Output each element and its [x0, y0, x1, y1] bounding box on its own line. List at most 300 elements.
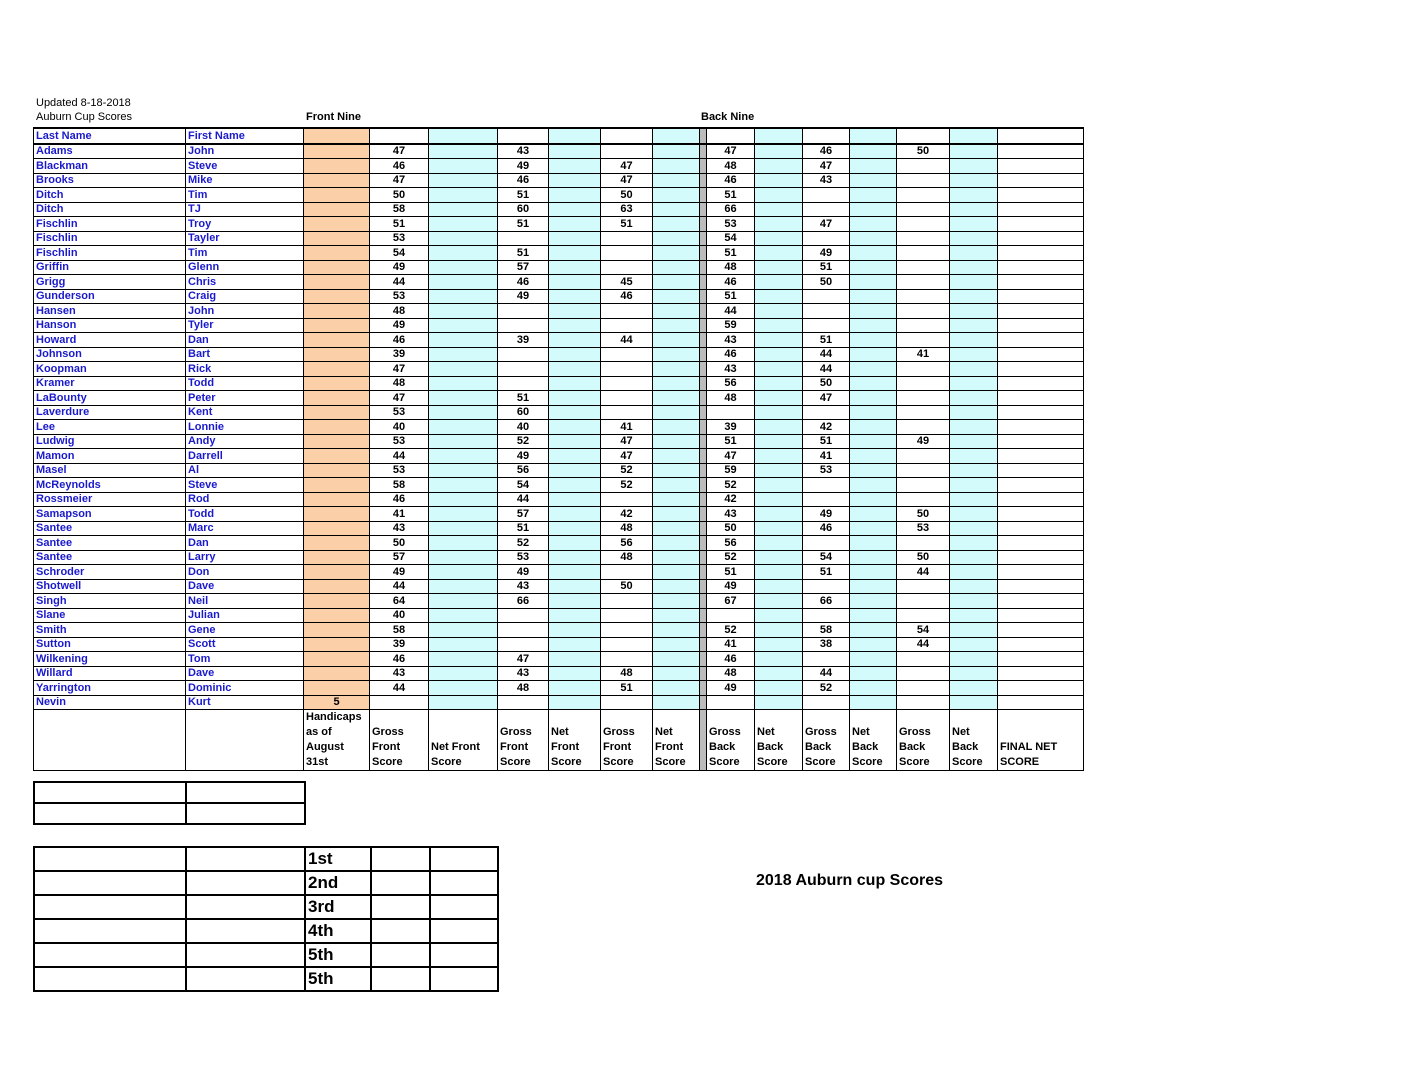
- player-handicap: [304, 608, 370, 623]
- player-first-name: Peter: [186, 391, 304, 406]
- net-front-1: [429, 376, 498, 391]
- gross-front-3: [601, 594, 653, 609]
- net-front-2: [549, 405, 601, 420]
- player-handicap: [304, 478, 370, 493]
- gross-back-1: 51: [707, 289, 755, 304]
- net-front-2: [549, 173, 601, 188]
- player-handicap: [304, 420, 370, 435]
- net-front-1: [429, 449, 498, 464]
- gross-front-3: [601, 565, 653, 580]
- net-back-2: [850, 434, 897, 449]
- gross-front-3: 44: [601, 333, 653, 348]
- gross-front-2: 49: [498, 565, 549, 580]
- player-first-name: Gene: [186, 623, 304, 638]
- net-front-3: [653, 434, 700, 449]
- net-front-1: [429, 318, 498, 333]
- column-divider: [700, 289, 707, 304]
- gross-back-2: 66: [803, 594, 850, 609]
- net-front-2: [549, 652, 601, 667]
- placing-blank: [186, 943, 305, 967]
- placing-blank: [34, 847, 186, 871]
- net-back-3: [950, 521, 998, 536]
- gross-back-1: 52: [707, 478, 755, 493]
- player-first-name: Todd: [186, 376, 304, 391]
- last-name-header: Last Name: [34, 128, 186, 144]
- gross-back-1: 52: [707, 550, 755, 565]
- column-divider: [700, 202, 707, 217]
- net-front-3: [653, 376, 700, 391]
- blank-cell: [186, 782, 305, 803]
- net-back-1: [755, 304, 803, 319]
- gross-front-3: 47: [601, 449, 653, 464]
- gross-front-3: 46: [601, 289, 653, 304]
- final-net-score: [998, 550, 1084, 565]
- net-front-2: [549, 434, 601, 449]
- player-first-name: Tom: [186, 652, 304, 667]
- net-back-1: [755, 246, 803, 261]
- final-net-score: [998, 144, 1084, 159]
- gross-back-3: 50: [897, 507, 950, 522]
- net-front-3: [653, 536, 700, 551]
- net-back-2: [850, 376, 897, 391]
- player-first-name: Bart: [186, 347, 304, 362]
- player-first-name: Larry: [186, 550, 304, 565]
- gross-front-2: [498, 695, 549, 710]
- net-front-3: [653, 289, 700, 304]
- player-first-name: Kurt: [186, 695, 304, 710]
- gross-front-2: 46: [498, 173, 549, 188]
- player-first-name: Tim: [186, 246, 304, 261]
- gross-back-1: [707, 405, 755, 420]
- player-handicap: [304, 507, 370, 522]
- player-last-name: Singh: [34, 594, 186, 609]
- player-handicap: [304, 202, 370, 217]
- player-first-name: Mike: [186, 173, 304, 188]
- gross-front-3: 41: [601, 420, 653, 435]
- net-front-label: Net Front Score: [653, 710, 700, 771]
- player-row: [34, 260, 1084, 275]
- net-front-3: [653, 188, 700, 203]
- player-last-name: Slane: [34, 608, 186, 623]
- column-divider: [700, 405, 707, 420]
- gross-front-2: 51: [498, 391, 549, 406]
- net-back-3: [950, 188, 998, 203]
- player-handicap: [304, 231, 370, 246]
- player-handicap: [304, 347, 370, 362]
- player-first-name: TJ: [186, 202, 304, 217]
- gross-front-1: 58: [370, 623, 429, 638]
- final-net-score: [998, 478, 1084, 493]
- player-last-name: Ditch: [34, 188, 186, 203]
- player-row: [34, 521, 1084, 536]
- blank-cell: [34, 803, 186, 824]
- gross-front-3: 47: [601, 434, 653, 449]
- gross-back-2: [803, 536, 850, 551]
- gross-front-2: [498, 304, 549, 319]
- column-divider: [700, 652, 707, 667]
- player-handicap: [304, 333, 370, 348]
- net-front-3: [653, 391, 700, 406]
- player-last-name: Santee: [34, 550, 186, 565]
- net-back-3: [950, 666, 998, 681]
- final-net-score: [998, 681, 1084, 696]
- net-back-2: [850, 347, 897, 362]
- net-back-3: [950, 362, 998, 377]
- final-net-score: [998, 347, 1084, 362]
- column-divider: [700, 579, 707, 594]
- player-row: [34, 623, 1084, 638]
- final-net-score: [998, 594, 1084, 609]
- gross-back-1: 48: [707, 391, 755, 406]
- gross-front-2: 47: [498, 652, 549, 667]
- net-front-2: [549, 594, 601, 609]
- gross-back-2: 51: [803, 333, 850, 348]
- net-front-3: [653, 362, 700, 377]
- column-divider: [700, 217, 707, 232]
- player-last-name: Santee: [34, 521, 186, 536]
- net-front-2: [549, 536, 601, 551]
- gross-back-2: [803, 652, 850, 667]
- final-net-score: [998, 246, 1084, 261]
- gross-front-3: 50: [601, 188, 653, 203]
- player-first-name: Andy: [186, 434, 304, 449]
- gross-front-1: 54: [370, 246, 429, 261]
- net-back-1: [755, 391, 803, 406]
- final-net-score: [998, 217, 1084, 232]
- net-front-3: [653, 623, 700, 638]
- net-back-1: [755, 666, 803, 681]
- net-front-1: [429, 217, 498, 232]
- net-back-1: [755, 347, 803, 362]
- net-back-3: [950, 304, 998, 319]
- net-back-2: [850, 652, 897, 667]
- player-last-name: Sutton: [34, 637, 186, 652]
- placings-table: [33, 846, 499, 992]
- header-cell: [370, 128, 429, 144]
- net-back-2: [850, 217, 897, 232]
- placing-blank: [430, 919, 498, 943]
- gross-back-3: 41: [897, 347, 950, 362]
- net-front-2: [549, 449, 601, 464]
- player-row: [34, 550, 1084, 565]
- player-last-name: Rossmeier: [34, 492, 186, 507]
- net-back-1: [755, 594, 803, 609]
- gross-back-3: [897, 362, 950, 377]
- gross-front-3: 56: [601, 536, 653, 551]
- player-handicap: [304, 188, 370, 203]
- net-front-2: [549, 217, 601, 232]
- player-last-name: Willard: [34, 666, 186, 681]
- net-back-2: [850, 681, 897, 696]
- gross-back-3: [897, 391, 950, 406]
- player-row: [34, 362, 1084, 377]
- gross-front-label: Gross Front Score: [370, 710, 429, 771]
- net-front-1: [429, 260, 498, 275]
- blank-row: [34, 803, 305, 824]
- final-net-score: [998, 289, 1084, 304]
- player-row: [34, 449, 1084, 464]
- net-front-2: [549, 492, 601, 507]
- column-divider: [700, 391, 707, 406]
- placing-blank: [430, 871, 498, 895]
- player-handicap: [304, 173, 370, 188]
- gross-front-label: Gross Front Score: [498, 710, 549, 771]
- player-row: [34, 318, 1084, 333]
- column-divider: [700, 478, 707, 493]
- gross-front-1: 44: [370, 275, 429, 290]
- gross-front-1: 47: [370, 173, 429, 188]
- gross-back-2: [803, 188, 850, 203]
- placing-label: 1st: [305, 847, 371, 871]
- gross-front-2: [498, 347, 549, 362]
- final-net-score: [998, 695, 1084, 710]
- net-front-1: [429, 144, 498, 159]
- gross-back-2: 46: [803, 144, 850, 159]
- gross-back-3: [897, 579, 950, 594]
- placing-row: [34, 871, 498, 895]
- net-back-3: [950, 231, 998, 246]
- player-first-name: Darrell: [186, 449, 304, 464]
- player-first-name: Rod: [186, 492, 304, 507]
- gross-back-1: 56: [707, 376, 755, 391]
- net-front-2: [549, 695, 601, 710]
- final-net-score: [998, 536, 1084, 551]
- gross-back-3: [897, 231, 950, 246]
- player-row: [34, 681, 1084, 696]
- player-first-name: Marc: [186, 521, 304, 536]
- net-front-3: [653, 260, 700, 275]
- player-first-name: Neil: [186, 594, 304, 609]
- player-last-name: Samapson: [34, 507, 186, 522]
- gross-back-3: 44: [897, 637, 950, 652]
- column-divider: [700, 536, 707, 551]
- column-divider: [700, 318, 707, 333]
- gross-back-3: [897, 376, 950, 391]
- net-front-2: [549, 333, 601, 348]
- player-first-name: Dave: [186, 579, 304, 594]
- placing-blank: [186, 967, 305, 991]
- gross-back-2: 51: [803, 434, 850, 449]
- net-back-3: [950, 449, 998, 464]
- player-first-name: Dan: [186, 333, 304, 348]
- net-front-3: [653, 347, 700, 362]
- gross-back-label: Gross Back Score: [707, 710, 755, 771]
- gross-front-1: 44: [370, 579, 429, 594]
- gross-back-3: 44: [897, 565, 950, 580]
- net-front-3: [653, 144, 700, 159]
- player-handicap: [304, 275, 370, 290]
- updated-label: Updated 8-18-2018: [36, 97, 131, 109]
- player-handicap: [304, 217, 370, 232]
- player-row: [34, 173, 1084, 188]
- net-back-2: [850, 289, 897, 304]
- net-front-1: [429, 362, 498, 377]
- player-row: [34, 594, 1084, 609]
- net-front-label: Net Front Score: [549, 710, 601, 771]
- sheet-subtitle: Auburn Cup Scores: [36, 111, 132, 123]
- net-back-2: [850, 420, 897, 435]
- player-row: [34, 231, 1084, 246]
- header-cell: [897, 128, 950, 144]
- player-row: [34, 202, 1084, 217]
- gross-back-1: 56: [707, 536, 755, 551]
- gross-front-3: 52: [601, 478, 653, 493]
- gross-front-1: 58: [370, 478, 429, 493]
- net-front-2: [549, 608, 601, 623]
- net-back-3: [950, 347, 998, 362]
- placing-row: [34, 943, 498, 967]
- header-cell: [755, 128, 803, 144]
- net-back-3: [950, 217, 998, 232]
- gross-front-3: 48: [601, 521, 653, 536]
- final-net-score: [998, 260, 1084, 275]
- net-back-2: [850, 608, 897, 623]
- player-row: [34, 347, 1084, 362]
- footer-blank: [34, 710, 186, 771]
- net-back-3: [950, 695, 998, 710]
- player-handicap: [304, 362, 370, 377]
- net-back-1: [755, 289, 803, 304]
- net-back-2: [850, 318, 897, 333]
- net-back-2: [850, 405, 897, 420]
- gross-front-2: [498, 623, 549, 638]
- gross-back-2: [803, 289, 850, 304]
- gross-back-1: 67: [707, 594, 755, 609]
- net-back-2: [850, 260, 897, 275]
- net-front-3: [653, 507, 700, 522]
- column-divider: [700, 246, 707, 261]
- gross-back-1: 47: [707, 144, 755, 159]
- net-back-2: [850, 144, 897, 159]
- net-back-1: [755, 318, 803, 333]
- net-front-2: [549, 231, 601, 246]
- net-front-3: [653, 202, 700, 217]
- gross-front-1: 40: [370, 608, 429, 623]
- gross-back-3: 54: [897, 623, 950, 638]
- player-last-name: Masel: [34, 463, 186, 478]
- column-divider: [700, 333, 707, 348]
- net-back-3: [950, 463, 998, 478]
- net-front-1: [429, 289, 498, 304]
- final-net-score: [998, 579, 1084, 594]
- gross-back-3: [897, 478, 950, 493]
- column-divider: [700, 144, 707, 159]
- gross-front-3: [601, 608, 653, 623]
- final-net-score: [998, 623, 1084, 638]
- net-back-1: [755, 521, 803, 536]
- net-back-3: [950, 608, 998, 623]
- gross-back-1: 47: [707, 449, 755, 464]
- net-back-2: [850, 188, 897, 203]
- gross-back-3: [897, 202, 950, 217]
- net-front-1: [429, 333, 498, 348]
- net-back-2: [850, 695, 897, 710]
- gross-back-3: [897, 333, 950, 348]
- net-back-3: [950, 507, 998, 522]
- column-divider: [700, 449, 707, 464]
- net-front-2: [549, 579, 601, 594]
- player-first-name: Todd: [186, 507, 304, 522]
- net-back-2: [850, 536, 897, 551]
- gross-back-1: 43: [707, 333, 755, 348]
- net-back-2: [850, 173, 897, 188]
- placing-label: 5th: [305, 943, 371, 967]
- net-front-1: [429, 536, 498, 551]
- gross-back-3: [897, 304, 950, 319]
- net-front-3: [653, 159, 700, 174]
- player-row: [34, 666, 1084, 681]
- blank-table-small: [33, 781, 306, 825]
- player-last-name: Smith: [34, 623, 186, 638]
- player-row: [34, 608, 1084, 623]
- net-back-2: [850, 449, 897, 464]
- net-front-2: [549, 188, 601, 203]
- gross-front-3: 50: [601, 579, 653, 594]
- gross-front-2: 43: [498, 666, 549, 681]
- player-row: [34, 376, 1084, 391]
- player-handicap: [304, 449, 370, 464]
- net-back-3: [950, 159, 998, 174]
- gross-front-1: 53: [370, 434, 429, 449]
- gross-front-1: 47: [370, 144, 429, 159]
- player-handicap: [304, 391, 370, 406]
- gross-front-2: 60: [498, 202, 549, 217]
- gross-back-3: [897, 246, 950, 261]
- net-front-3: [653, 652, 700, 667]
- gross-back-1: 50: [707, 521, 755, 536]
- placing-blank: [34, 919, 186, 943]
- column-divider: [700, 173, 707, 188]
- column-divider: [700, 710, 707, 771]
- gross-back-3: [897, 217, 950, 232]
- net-front-1: [429, 666, 498, 681]
- gross-back-1: 59: [707, 318, 755, 333]
- column-divider: [700, 623, 707, 638]
- gross-front-1: 44: [370, 681, 429, 696]
- gross-front-2: 56: [498, 463, 549, 478]
- gross-front-1: 53: [370, 463, 429, 478]
- column-divider: [700, 159, 707, 174]
- net-front-3: [653, 246, 700, 261]
- net-front-2: [549, 637, 601, 652]
- player-row: [34, 159, 1084, 174]
- net-back-1: [755, 492, 803, 507]
- final-net-score: [998, 507, 1084, 522]
- gross-back-2: 58: [803, 623, 850, 638]
- final-net-score: [998, 173, 1084, 188]
- net-back-3: [950, 565, 998, 580]
- net-front-3: [653, 217, 700, 232]
- gross-back-2: [803, 318, 850, 333]
- net-back-3: [950, 405, 998, 420]
- net-back-1: [755, 333, 803, 348]
- player-last-name: Johnson: [34, 347, 186, 362]
- net-back-3: [950, 275, 998, 290]
- placing-blank: [371, 943, 430, 967]
- placing-blank: [186, 919, 305, 943]
- gross-back-1: 46: [707, 275, 755, 290]
- net-front-1: [429, 550, 498, 565]
- net-front-1: [429, 231, 498, 246]
- gross-back-1: 48: [707, 159, 755, 174]
- net-back-1: [755, 275, 803, 290]
- column-divider: [700, 681, 707, 696]
- gross-front-1: [370, 695, 429, 710]
- player-handicap: [304, 260, 370, 275]
- gross-back-3: [897, 666, 950, 681]
- gross-back-2: [803, 202, 850, 217]
- player-handicap: [304, 637, 370, 652]
